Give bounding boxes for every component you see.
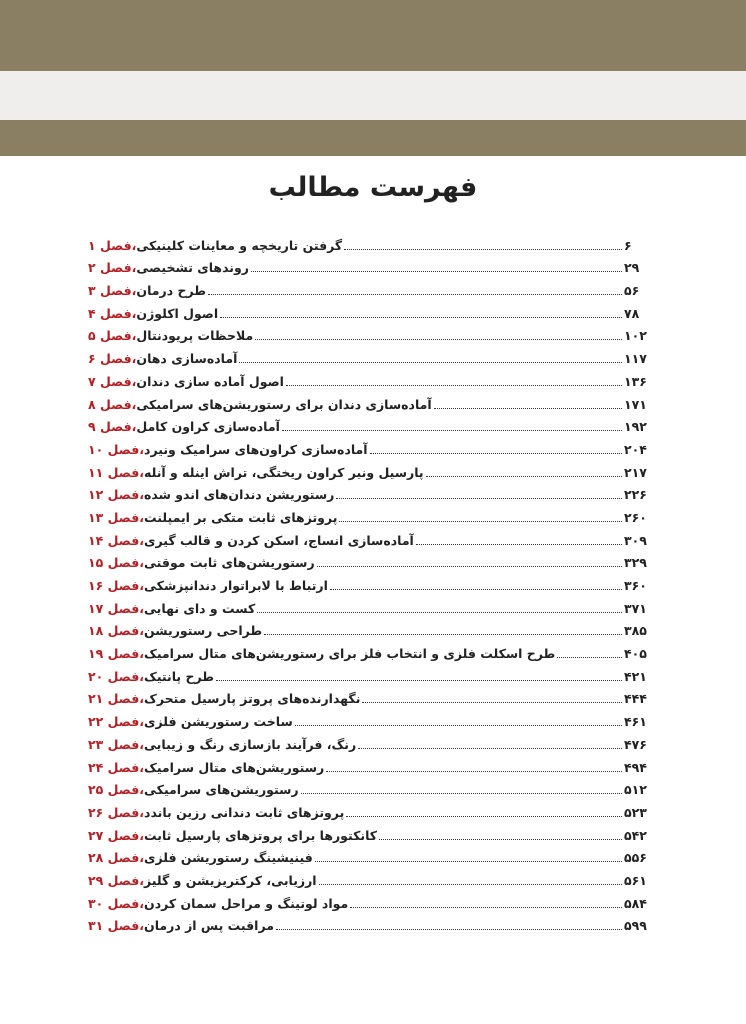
page-number: ۴۹۴ bbox=[624, 759, 647, 775]
chapter-title: رستوریشن دندان‌های اندو شده bbox=[144, 487, 335, 503]
toc-entry[interactable] bbox=[88, 729, 648, 752]
chapter-number: فصل ۱۷ bbox=[88, 600, 140, 616]
page-number: ۴۶۱ bbox=[624, 714, 647, 730]
dot-leader bbox=[326, 771, 622, 772]
page-number: ۳۸۵ bbox=[624, 623, 647, 639]
chapter-separator: ، bbox=[139, 804, 145, 820]
chapter-title: پروتزهای ثابت دندانی رزین باندد bbox=[144, 804, 345, 820]
chapter-number: فصل ۷ bbox=[88, 373, 132, 389]
toc-entry[interactable] bbox=[88, 298, 648, 321]
table-of-contents bbox=[88, 230, 648, 933]
chapter-title: رستوریشن‌های ثابت موقتی bbox=[144, 555, 315, 571]
page-number: ۴۷۶ bbox=[624, 736, 647, 752]
page-number: ۱۰۲ bbox=[624, 328, 647, 344]
chapter-separator: ، bbox=[139, 759, 145, 775]
dot-leader bbox=[344, 249, 622, 250]
chapter-separator: ، bbox=[139, 464, 145, 480]
chapter-number: فصل ۲۱ bbox=[88, 691, 140, 707]
dot-leader bbox=[370, 453, 622, 454]
chapter-separator: ، bbox=[131, 351, 137, 367]
chapter-title: آماده‌سازی کراون‌های سرامیک ونیرد bbox=[144, 441, 368, 457]
page-number: ۵۴۲ bbox=[624, 827, 647, 843]
chapter-number: فصل ۱۳ bbox=[88, 509, 140, 525]
chapter-number: فصل ۹ bbox=[88, 419, 132, 435]
chapter-number: فصل ۱۸ bbox=[88, 623, 140, 639]
page-number: ۱۹۲ bbox=[624, 419, 647, 435]
chapter-number: فصل ۲۷ bbox=[88, 827, 140, 843]
toc-entry[interactable] bbox=[88, 321, 648, 344]
toc-entry[interactable] bbox=[88, 389, 648, 412]
chapter-separator: ، bbox=[139, 646, 145, 662]
chapter-number: فصل ۱۴ bbox=[88, 532, 140, 548]
page-number: ۵۹۹ bbox=[624, 918, 647, 934]
page-number: ۳۰۹ bbox=[624, 532, 647, 548]
page-number: ۲۰۴ bbox=[624, 441, 647, 457]
chapter-title: طرح اسکلت فلزی و انتخاب فلز برای رستوریشن‌های متال سرامیک bbox=[144, 646, 556, 662]
chapter-title: طرح پانتیک bbox=[144, 668, 215, 684]
chapter-number: فصل ۲۸ bbox=[88, 850, 140, 866]
header-band-middle bbox=[0, 71, 746, 120]
toc-entry[interactable] bbox=[88, 684, 648, 707]
chapter-separator: ، bbox=[131, 328, 137, 344]
dot-leader bbox=[239, 362, 622, 363]
chapter-separator: ، bbox=[139, 578, 145, 593]
toc-entry[interactable] bbox=[88, 911, 648, 934]
chapter-title: ملاحظات پریودنتال bbox=[136, 328, 254, 344]
chapter-number: فصل ۱۲ bbox=[88, 487, 140, 503]
chapter-title: آماده‌سازی دندان برای رستوریشن‌های سرامیکی bbox=[136, 396, 432, 412]
dot-leader bbox=[434, 408, 622, 409]
chapter-title: مراقبت پس از درمان bbox=[144, 918, 274, 934]
page-number: ۴۰۵ bbox=[624, 646, 647, 662]
chapter-number: فصل ۱ bbox=[88, 237, 132, 253]
toc-entry[interactable] bbox=[88, 366, 648, 389]
chapter-title: ارزیابی، کرکتریزیشن و گلیز bbox=[144, 872, 317, 888]
chapter-number: فصل ۴ bbox=[88, 305, 132, 321]
chapter-number: فصل ۱۹ bbox=[88, 646, 140, 662]
chapter-number: فصل ۱۱ bbox=[88, 464, 140, 480]
toc-entry[interactable] bbox=[88, 548, 648, 571]
chapter-title: مواد لوتینگ و مراحل سمان کردن bbox=[144, 895, 349, 911]
chapter-number: فصل ۳ bbox=[88, 283, 132, 299]
page-number: ۲۲۶ bbox=[624, 487, 647, 503]
chapter-number: فصل ۲۵ bbox=[88, 782, 140, 798]
chapter-title: کست و دای نهایی bbox=[144, 600, 256, 616]
chapter-separator: ، bbox=[139, 872, 145, 888]
dot-leader bbox=[264, 634, 622, 635]
page-number: ۵۵۶ bbox=[624, 850, 647, 866]
chapter-number: فصل ۲۶ bbox=[88, 804, 140, 820]
dot-leader bbox=[276, 929, 622, 930]
dot-leader bbox=[339, 521, 622, 522]
dot-leader bbox=[358, 748, 622, 749]
chapter-separator: ، bbox=[139, 555, 145, 571]
page-number: ۶ bbox=[624, 237, 632, 253]
chapter-title: اصول آماده سازی دندان bbox=[136, 373, 284, 389]
toc-entry[interactable] bbox=[88, 616, 648, 639]
chapter-separator: ، bbox=[139, 782, 145, 798]
chapter-title: اصول اکلوژن bbox=[136, 305, 219, 321]
chapter-title: رستوریشن‌های سرامیکی bbox=[144, 782, 299, 798]
chapter-separator: ، bbox=[139, 850, 145, 866]
toc-entry[interactable] bbox=[88, 661, 648, 684]
chapter-title: طراحی رستوریشن bbox=[144, 623, 263, 639]
chapter-separator: ، bbox=[139, 895, 145, 911]
toc-entry[interactable] bbox=[88, 888, 648, 911]
chapter-title: ساخت رستوریشن فلزی bbox=[144, 714, 293, 730]
dot-leader bbox=[286, 385, 622, 386]
page-number: ۲۹ bbox=[624, 260, 640, 276]
toc-entry[interactable] bbox=[88, 275, 648, 298]
page-number: ۵۶۱ bbox=[624, 872, 647, 888]
chapter-number: فصل ۱۶ bbox=[88, 578, 140, 593]
chapter-title: ارتباط با لابراتوار دندانپزشکی bbox=[144, 578, 328, 593]
header-band-top bbox=[0, 0, 746, 71]
chapter-separator: ، bbox=[131, 283, 137, 299]
chapter-separator: ، bbox=[139, 487, 145, 503]
toc-entry[interactable] bbox=[88, 570, 648, 593]
page-number: ۱۷۱ bbox=[624, 396, 647, 412]
toc-entry[interactable] bbox=[88, 843, 648, 866]
chapter-number: فصل ۲۹ bbox=[88, 872, 140, 888]
page-number: ۲۱۷ bbox=[624, 464, 647, 480]
chapter-separator: ، bbox=[139, 714, 145, 730]
chapter-number: فصل ۲۴ bbox=[88, 759, 140, 775]
toc-entry[interactable] bbox=[88, 480, 648, 503]
dot-leader bbox=[426, 476, 622, 477]
dot-leader bbox=[251, 271, 622, 272]
chapter-separator: ، bbox=[131, 419, 137, 435]
chapter-separator: ، bbox=[131, 260, 137, 276]
chapter-title: طرح درمان bbox=[136, 283, 207, 299]
page-number: ۵۲۳ bbox=[624, 804, 647, 820]
chapter-title: رستوریشن‌های متال سرامیک bbox=[144, 759, 325, 775]
toc-entry[interactable] bbox=[88, 775, 648, 798]
dot-leader bbox=[255, 339, 622, 340]
dot-leader bbox=[346, 816, 622, 817]
page-number: ۳۷۱ bbox=[624, 600, 647, 616]
toc-entry[interactable] bbox=[88, 457, 648, 480]
chapter-title: آماده‌سازی دهان bbox=[136, 351, 238, 367]
header-band-bottom bbox=[0, 120, 746, 156]
dot-leader bbox=[257, 612, 622, 613]
dot-leader bbox=[319, 884, 622, 885]
chapter-title: آماده‌سازی انساج، اسکن کردن و قالب گیری bbox=[144, 532, 414, 548]
page-number: ۵۶ bbox=[624, 283, 640, 299]
page-number: ۳۲۹ bbox=[624, 555, 647, 571]
chapter-title: کانکتورها برای پروتزهای پارسیل ثابت bbox=[144, 827, 378, 843]
page-number: ۱۱۷ bbox=[624, 351, 647, 367]
chapter-title: روندهای تشخیصی bbox=[136, 260, 249, 276]
chapter-number: فصل ۲ bbox=[88, 260, 132, 276]
chapter-separator: ، bbox=[131, 373, 137, 389]
page-title: فهرست مطالب bbox=[268, 172, 478, 203]
page-number: ۴۴۴ bbox=[624, 691, 647, 707]
toc-entry[interactable] bbox=[88, 752, 648, 775]
chapter-separator: ، bbox=[139, 509, 145, 525]
chapter-number: فصل ۳۱ bbox=[88, 918, 140, 934]
chapter-number: فصل ۱۵ bbox=[88, 555, 140, 571]
chapter-number: فصل ۲۲ bbox=[88, 714, 140, 730]
chapter-number: فصل ۸ bbox=[88, 396, 132, 412]
chapter-title: پارسیل ونیر کراون ریختگی، تراش اینله و آنله bbox=[144, 464, 424, 480]
toc-entry[interactable] bbox=[88, 593, 648, 616]
dot-leader bbox=[336, 498, 622, 499]
chapter-separator: ، bbox=[131, 396, 137, 412]
chapter-separator: ، bbox=[139, 600, 145, 616]
toc-entry[interactable] bbox=[88, 525, 648, 548]
toc-entry[interactable] bbox=[88, 706, 648, 729]
chapter-separator: ، bbox=[139, 668, 145, 684]
dot-leader bbox=[315, 861, 622, 862]
dot-leader bbox=[220, 317, 622, 318]
chapter-separator: ، bbox=[131, 237, 137, 253]
dot-leader bbox=[301, 793, 622, 794]
dot-leader bbox=[216, 680, 622, 681]
chapter-title: فینیشینگ رستوریشن فلزی bbox=[144, 850, 313, 866]
toc-entry[interactable] bbox=[88, 434, 648, 457]
page-number: ۴۲۱ bbox=[624, 668, 647, 684]
chapter-separator: ، bbox=[139, 691, 145, 707]
chapter-number: فصل ۳۰ bbox=[88, 895, 140, 911]
chapter-title: آماده‌سازی کراون کامل bbox=[136, 419, 280, 435]
toc-entry[interactable] bbox=[88, 797, 648, 820]
dot-leader bbox=[295, 725, 622, 726]
toc-entry[interactable] bbox=[88, 253, 648, 276]
chapter-title: رنگ، فرآیند بازسازی رنگ و زیبایی bbox=[144, 736, 357, 752]
chapter-separator: ، bbox=[139, 441, 145, 457]
dot-leader bbox=[362, 702, 622, 703]
chapter-number: فصل ۲۳ bbox=[88, 736, 140, 752]
dot-leader bbox=[416, 544, 622, 545]
toc-entry[interactable] bbox=[88, 865, 648, 888]
page-number: ۷۸ bbox=[624, 305, 640, 321]
page-number: ۵۱۲ bbox=[624, 782, 647, 798]
chapter-separator: ، bbox=[139, 623, 145, 639]
dot-leader bbox=[557, 657, 622, 658]
toc-entry[interactable] bbox=[88, 412, 648, 435]
page-number: ۲۶۰ bbox=[624, 509, 647, 525]
page-number: ۱۳۶ bbox=[624, 373, 647, 389]
page-number: ۵۸۴ bbox=[624, 895, 647, 911]
chapter-separator: ، bbox=[139, 827, 145, 843]
dot-leader bbox=[317, 566, 622, 567]
chapter-title: نگهدارنده‌های پروتز پارسیل متحرک bbox=[144, 691, 361, 707]
chapter-separator: ، bbox=[139, 736, 145, 752]
dot-leader bbox=[379, 839, 622, 840]
chapter-title: پروتزهای ثابت متکی بر ایمپلنت bbox=[144, 509, 338, 525]
toc-entry[interactable] bbox=[88, 638, 648, 661]
chapter-title: گرفتن تاریخچه و معاینات کلینیکی bbox=[136, 237, 343, 253]
chapter-separator: ، bbox=[131, 305, 137, 321]
dot-leader bbox=[282, 430, 622, 431]
page-number: ۳۶۰ bbox=[624, 578, 647, 593]
chapter-number: فصل ۶ bbox=[88, 351, 132, 367]
chapter-number: فصل ۱۰ bbox=[88, 441, 140, 457]
chapter-number: فصل ۵ bbox=[88, 328, 132, 344]
chapter-separator: ، bbox=[139, 532, 145, 548]
chapter-number: فصل ۲۰ bbox=[88, 668, 140, 684]
dot-leader bbox=[330, 589, 622, 590]
toc-entry[interactable] bbox=[88, 230, 648, 253]
toc-entry[interactable] bbox=[88, 820, 648, 843]
dot-leader bbox=[208, 294, 622, 295]
dot-leader bbox=[350, 907, 622, 908]
toc-entry[interactable] bbox=[88, 502, 648, 525]
chapter-separator: ، bbox=[139, 918, 145, 934]
toc-entry[interactable] bbox=[88, 343, 648, 366]
